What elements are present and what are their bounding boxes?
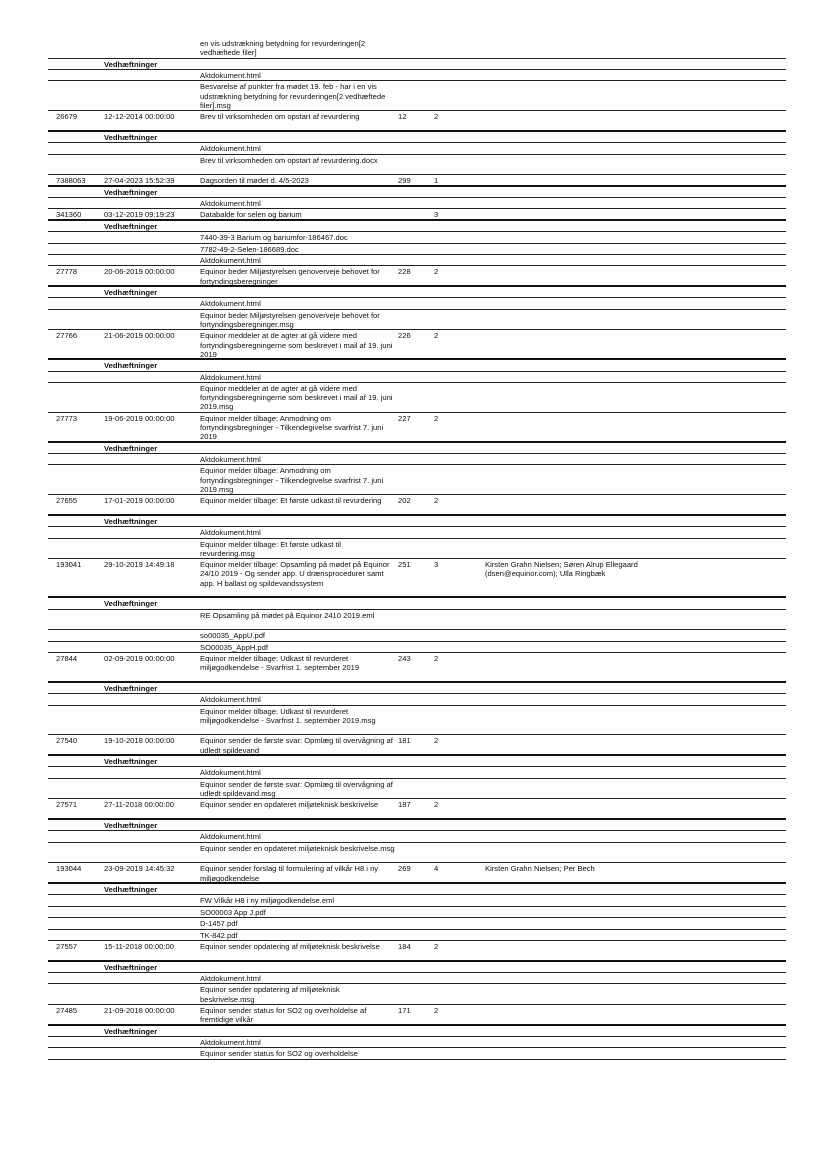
attachment-row — [48, 630, 786, 641]
record-number: 202 — [398, 496, 411, 506]
attachment-file: Aktdokument.html — [200, 695, 261, 705]
attachments-header-row — [48, 287, 786, 298]
attachment-file: 7440-39-3 Barium og bariumfor-186467.doc — [200, 233, 348, 243]
record-title: Databalde for selen og barium — [200, 210, 302, 220]
attachment-file: Equinor melder tilbage: Et første udkast til revurdering.msg — [200, 539, 341, 558]
record-number: 299 — [398, 176, 411, 186]
attachment-row — [48, 255, 786, 266]
record-attachment-count: 4 — [434, 864, 439, 874]
attachments-label: Vedhæftninger — [104, 59, 158, 69]
attachments-label: Vedhæftninger — [104, 361, 158, 371]
record-attachment-count: 3 — [434, 560, 439, 570]
attachments-label: Vedhæftninger — [104, 516, 158, 526]
attachments-header-row — [48, 59, 786, 70]
record-date: 21-09-2018 00:00:00 — [104, 1006, 175, 1015]
record-id: 27844 — [56, 654, 78, 663]
attachment-file: Aktdokument.html — [200, 768, 261, 778]
attachment-row — [48, 642, 786, 653]
attachment-file: RE Opsamling på mødet på Equinor 2410 2019.eml — [200, 610, 375, 620]
attachment-file: Equinor sender en opdateret miljøteknisk beskrivelse.msg — [200, 843, 395, 853]
attachment-row — [48, 310, 786, 331]
record-row — [48, 1005, 786, 1026]
record-number: 227 — [398, 413, 411, 423]
attachment-file: 7782-49-2-Selen-186689.doc — [200, 244, 299, 254]
attachment-file: Equinor melder tilbage: Udkast til revurderet miljøgodkendelse - Svarfrist 1. september 2019.msg — [200, 706, 376, 725]
attachments-header-row — [48, 132, 786, 143]
attachments-label: Vedhæftninger — [104, 885, 158, 894]
record-row — [48, 863, 786, 884]
attachment-row — [48, 767, 786, 778]
attachments-header-row — [48, 820, 786, 831]
record-date: 17-01-2019 00:00:00 — [104, 496, 175, 506]
attachments-label: Vedhæftninger — [104, 132, 158, 142]
record-title: Equinor melder tilbage: Opsamling på mødet på Equinor 24/10 2019 - Og sender app. U drænsprocedurer samt app. H ballast og spildevandssystem — [200, 560, 390, 588]
attachment-file: Aktdokument.html — [200, 199, 261, 208]
attachment-row — [48, 198, 786, 209]
record-attachment-count: 2 — [434, 413, 439, 423]
attachment-row — [48, 831, 786, 842]
record-id: 27766 — [56, 331, 78, 341]
record-id: 27571 — [56, 800, 78, 810]
record-attachment-count: 2 — [434, 267, 439, 277]
record-row — [48, 175, 786, 186]
attachment-row — [48, 984, 786, 1005]
record-attachment-count: 2 — [434, 331, 439, 341]
attachment-row — [48, 907, 786, 918]
record-attachment-count: 2 — [434, 112, 439, 122]
attachment-row — [48, 383, 786, 413]
record-attachment-count: 2 — [434, 800, 439, 810]
record-attachment-count: 2 — [434, 654, 439, 663]
attachments-label: Vedhæftninger — [104, 962, 158, 972]
record-title: Equinor sender forslag til formulering af vilkår H8 i ny miljøgodkendelse — [200, 864, 379, 883]
record-id: 27778 — [56, 267, 78, 277]
attachments-label: Vedhæftninger — [104, 599, 158, 609]
record-title: Equinor beder Miljøstyrelsen genoverveje behovet for fortyndingsberegninger — [200, 267, 380, 286]
record-title: Equinor sender en opdateret miljøteknisk beskrivelse — [200, 800, 379, 810]
attachment-file: Brev til virksomheden om opstart af revurdering.docx — [200, 155, 378, 165]
attachment-row — [48, 244, 786, 255]
attachment-file: Equinor sender status for SO2 og overholdelse — [200, 1049, 358, 1059]
record-row — [48, 799, 786, 820]
attachment-row — [48, 454, 786, 465]
record-row — [48, 209, 786, 220]
attachments-label: Vedhæftninger — [104, 187, 158, 197]
record-date: 23-09-2019 14:45:32 — [104, 864, 175, 874]
record-number: 181 — [398, 736, 411, 746]
attachment-file: Equinor meddeler at de agter at gå videre med fortyndingsberegningerne som beskrevet i mail af 19. juni 2019.msg — [200, 384, 393, 412]
attachment-row — [48, 1048, 786, 1059]
record-id: 7388063 — [56, 176, 86, 186]
attachment-row — [48, 610, 786, 631]
record-id: 341360 — [56, 210, 82, 220]
record-id: 26679 — [56, 112, 78, 122]
attachment-file: Equinor sender de første svar: Opmlæg til overvågning af udledt spildevand.msg — [200, 779, 393, 798]
attachments-header-row — [48, 884, 786, 895]
attachment-file: TK-842.pdf — [200, 930, 238, 940]
continued-attachment-row — [48, 38, 786, 59]
attachment-file: SO00035_AppH.pdf — [200, 642, 268, 652]
record-attachment-count: 2 — [434, 942, 439, 951]
attachment-row — [48, 81, 786, 111]
record-attachment-count: 3 — [434, 210, 439, 220]
attachment-row — [48, 70, 786, 81]
record-date: 29-10-2019 14:49:18 — [104, 560, 175, 570]
attachment-row — [48, 143, 786, 154]
attachments-header-row — [48, 443, 786, 454]
record-date: 27-11-2018 00:00:00 — [104, 800, 174, 810]
attachments-label: Vedhæftninger — [104, 1026, 158, 1036]
attachment-file: Aktdokument.html — [200, 832, 261, 842]
attachment-file: Aktdokument.html — [200, 372, 261, 382]
attachments-header-row — [48, 683, 786, 694]
record-title: Equinor meddeler at de agter at gå videre med fortyndingsberegningerne som beskrevet i mail af 19. juni 2019 — [200, 331, 393, 359]
record-row — [48, 559, 786, 598]
record-row — [48, 330, 786, 360]
record-id: 193041 — [56, 560, 82, 570]
attachment-row — [48, 918, 786, 929]
record-number: 171 — [398, 1006, 411, 1015]
attachments-header-row — [48, 598, 786, 609]
record-date: 12-12-2014 00:00:00 — [104, 112, 175, 122]
record-title: Equinor sender status for SO2 og overholdelse af fremtidige vilkår — [200, 1006, 367, 1025]
attachment-row — [48, 930, 786, 941]
record-number: 12 — [398, 112, 407, 122]
record-row — [48, 266, 786, 287]
attachment-row — [48, 539, 786, 560]
attachment-row — [48, 465, 786, 495]
record-row — [48, 941, 786, 962]
record-number: 269 — [398, 864, 411, 874]
attachments-header-row — [48, 516, 786, 527]
record-id: 27655 — [56, 496, 78, 506]
attachment-file: en vis udstrækning betydning for revurderingen[2 vedhæftede filer] — [200, 39, 366, 58]
record-parties: Kirsten Grahn Nielsen; Søren Alrup Ellegaard (dsen@equinor.com); Ulla Ringbæk — [485, 560, 638, 579]
record-date: 15-11-2018 00:00:00 — [104, 942, 174, 951]
record-id: 27557 — [56, 942, 78, 951]
record-attachment-count: 2 — [434, 496, 439, 506]
attachment-file: Aktdokument.html — [200, 1038, 261, 1047]
record-row — [48, 735, 786, 756]
record-row — [48, 111, 786, 132]
record-date: 02-09-2019 00:00:00 — [104, 654, 175, 663]
attachments-header-row — [48, 187, 786, 198]
attachment-file: so00035_AppU.pdf — [200, 631, 266, 641]
record-date: 20-06-2019 00:00:00 — [104, 267, 175, 277]
record-date: 03-12-2019 09:19:23 — [104, 210, 175, 220]
attachments-label: Vedhæftninger — [104, 757, 158, 766]
record-row — [48, 495, 786, 516]
attachment-row — [48, 232, 786, 243]
attachment-file: FW Vilkår H8 i ny miljøgodkendelse.eml — [200, 896, 335, 906]
attachment-file: Aktdokument.html — [200, 528, 261, 538]
record-title: Equinor melder tilbage: Udkast til revurderet miljøgodkendelse - Svarfrist 1. september 2019 — [200, 654, 360, 673]
record-number: 243 — [398, 654, 411, 663]
attachments-label: Vedhæftninger — [104, 821, 158, 830]
attachment-row — [48, 1037, 786, 1048]
record-title: Dagsorden til mødet d. 4/5-2023 — [200, 176, 309, 186]
record-attachment-count: 1 — [434, 176, 439, 186]
record-date: 19-10-2018 00:00:00 — [104, 736, 175, 746]
attachment-file: Aktdokument.html — [200, 455, 261, 464]
attachment-file: Equinor sender opdatering af miljøteknisk beskrivelse.msg — [200, 985, 340, 1004]
attachment-file: Besvarelse af punkter fra mødet 19. feb - har i en vis udstrækning betydning for revurderingen[2 vedhæftede filer].msg — [200, 82, 386, 110]
attachment-row — [48, 973, 786, 984]
record-number: 187 — [398, 800, 411, 810]
attachment-row — [48, 843, 786, 864]
attachment-file: Equinor melder tilbage: Anmodning om fortyndingsbregninger - Tilkendegivelse svarfrist 7. juni 2019.msg — [200, 466, 384, 494]
attachment-file: Aktdokument.html — [200, 256, 261, 265]
attachment-row — [48, 298, 786, 309]
record-row — [48, 413, 786, 443]
attachment-row — [48, 779, 786, 800]
attachments-header-row — [48, 360, 786, 371]
attachments-header-row — [48, 962, 786, 973]
attachment-row — [48, 694, 786, 705]
attachments-header-row — [48, 756, 786, 767]
record-id: 27540 — [56, 736, 78, 746]
record-title: Equinor sender de første svar: Opmlæg til overvågning af udledt spildevand — [200, 736, 393, 755]
record-row — [48, 653, 786, 683]
record-id: 27773 — [56, 413, 78, 423]
attachments-header-row — [48, 221, 786, 232]
attachments-label: Vedhæftninger — [104, 221, 158, 231]
record-number: 228 — [398, 267, 411, 277]
attachment-file: SO00003 App J.pdf — [200, 907, 266, 917]
record-date: 19-06-2019 00:00:00 — [104, 413, 175, 423]
record-number: 226 — [398, 331, 411, 341]
record-id: 193044 — [56, 864, 82, 874]
attachment-file: Aktdokument.html — [200, 974, 261, 983]
attachment-file: Equinor beder Miljøstyrelsen genoverveje behovet for fortyndingsberegninger.msg — [200, 310, 380, 329]
attachment-file: D-1457.pdf — [200, 919, 238, 929]
attachment-file: Aktdokument.html — [200, 299, 261, 309]
record-number: 184 — [398, 942, 411, 951]
attachments-header-row — [48, 1026, 786, 1037]
attachments-label: Vedhæftninger — [104, 288, 158, 297]
attachment-row — [48, 155, 786, 176]
record-title: Equinor melder tilbage: Et første udkast til revurdering — [200, 496, 382, 506]
record-date: 27-04-2023 15:52:39 — [104, 176, 175, 186]
attachment-row — [48, 527, 786, 538]
record-number: 251 — [398, 560, 411, 570]
attachment-file: Aktdokument.html — [200, 144, 261, 154]
record-attachment-count: 2 — [434, 1006, 439, 1015]
record-parties: Kirsten Grahn Nielsen; Per Bech — [485, 864, 595, 874]
attachment-row — [48, 706, 786, 736]
attachments-label: Vedhæftninger — [104, 443, 158, 453]
attachments-label: Vedhæftninger — [104, 683, 158, 693]
attachment-row — [48, 895, 786, 906]
record-title: Brev til virksomheden om opstart af revurdering — [200, 112, 360, 122]
attachment-row — [48, 372, 786, 383]
attachment-file: Aktdokument.html — [200, 71, 261, 80]
record-attachment-count: 2 — [434, 736, 439, 746]
record-id: 27485 — [56, 1006, 78, 1015]
record-title: Equinor melder tilbage: Anmodning om fortyndingsbregninger - Tilkendegivelse svarfrist 7. juni 2019 — [200, 413, 384, 442]
record-date: 21-06-2019 00:00:00 — [104, 331, 175, 341]
record-title: Equinor sender opdatering af miljøteknisk beskrivelse — [200, 942, 380, 951]
